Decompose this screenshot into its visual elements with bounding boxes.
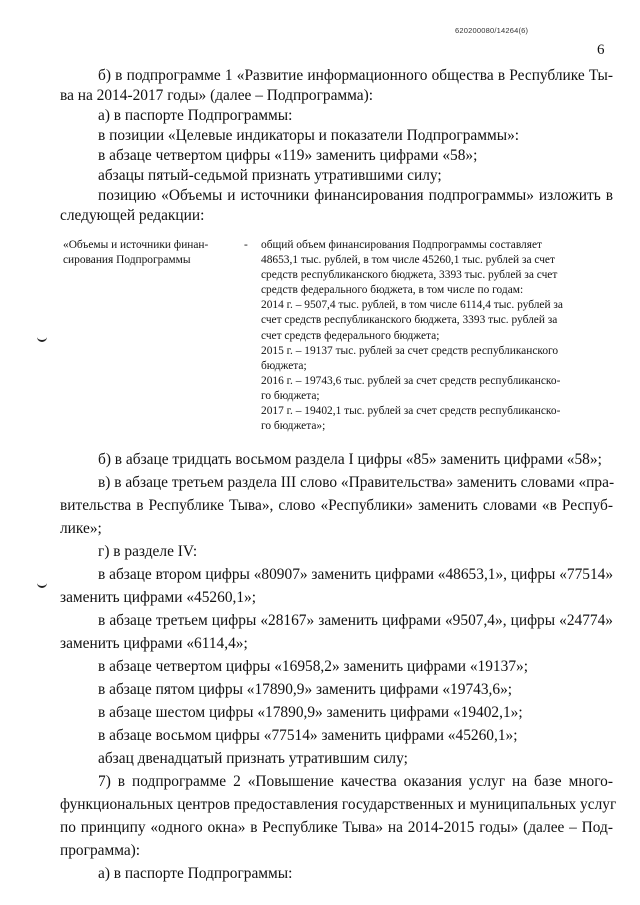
paragraph-line: а) в паспорте Подпрограммы: [98,107,293,124]
passport-value-line: средств республиканского бюджета, 3393 тыс. рублей за счет [261,269,558,282]
passport-value-line: общий объем финансирования Подпрограммы составляет [261,239,542,251]
paragraph-line: 7) в подпрограмме 2 «Повышение качества оказания услуг на базе много- [98,773,613,790]
passport-value-line: 2017 г. – 19402,1 тыс. рублей за счет средств республиканско- [261,405,561,418]
paragraph-line: а) в паспорте Подпрограммы: [98,865,293,882]
passport-value-line: бюджета; [261,359,307,372]
paragraph-line: абзац двенадцатый признать утратившим силу; [98,750,408,767]
passport-label-line: сирования Подпрограммы [63,254,191,266]
paragraph-line: г) в разделе IV: [98,543,198,560]
margin-tick-mark [37,335,47,342]
passport-value-line: го бюджета; [261,389,320,402]
paragraph-line: в абзаце третьем цифры «28167» заменить цифрами «9507,4», цифры «24774» [98,612,613,629]
paragraph-line: в абзаце втором цифры «80907» заменить цифрами «48653,1», цифры «77514» [98,566,614,583]
passport-value-line: счет средств федерального бюджета; [261,329,440,342]
passport-value-line: счет средств республиканского бюджета, 3393 тыс. рублей за [261,314,558,327]
margin-tick-mark [37,581,47,588]
paragraph-line: в абзаце восьмом цифры «77514» заменить цифрами «45260,1»; [98,727,518,744]
paragraph-line: в абзаце четвертом цифры «119» заменить цифрами «58»; [98,147,478,164]
passport-value-line: 48653,1 тыс. рублей, в том числе 45260,1 тыс. рублей за счет [261,254,555,267]
paragraph-line: в абзаце четвертом цифры «16958,2» заменить цифрами «19137»; [98,658,528,675]
paragraph-line: б) в абзаце тридцать восьмом раздела I цифры «85» заменить цифрами «58»; [98,451,602,468]
passport-label [63,238,251,268]
passport-value [261,238,613,434]
paragraph-line: вительства в Республике Тыва», слово «Республики» заменить словами «в Респуб- [60,497,613,514]
passport-value-line: 2014 г. – 9507,4 тыс. рублей, в том числе 6114,4 тыс. рублей за [261,299,563,312]
passport-dash: - [244,239,248,251]
passport-label-line: «Объемы и источники финан- [63,239,209,251]
paragraph-line: в абзаце шестом цифры «17890,9» заменить цифрами «19402,1»; [98,704,523,721]
passport-value-line: 2015 г. – 19137 тыс. рублей за счет средств республиканского [261,344,559,357]
paragraph-line: в абзаце пятом цифры «17890,9» заменить цифрами «19743,6»; [98,681,513,698]
paragraph-line: заменить цифрами «45260,1»; [60,589,257,606]
passport-value-line: го бюджета»; [261,420,326,433]
passport-value-line: средств федерального бюджета, в том числе по годам: [261,284,524,297]
document-code: 620200080/14264(6) [455,26,529,35]
passport-value-line: 2016 г. – 19743,6 тыс. рублей за счет средств республиканско- [261,374,561,387]
paragraph-line: по принципу «одного окна» в Республике Тыва» на 2014-2015 годы» (далее – Под- [60,819,613,836]
paragraph-line: в позиции «Целевые индикаторы и показатели Подпрограммы»: [98,127,520,144]
page-number: 6 [597,42,605,58]
paragraph-line: ва на 2014-2017 годы» (далее – Подпрограмма): [60,87,374,104]
paragraph-line: в) в абзаце третьем раздела III слово «Правительства» заменить словами «пра- [98,474,615,491]
paragraph-line: следующей редакции: [60,207,205,224]
paragraph-line: лике»; [60,520,102,537]
paragraph-line: функциональных центров предоставления государственных и муниципальных услуг [60,796,617,813]
paragraph-line: б) в подпрограмме 1 «Развитие информационного общества в Республике Ты- [98,67,613,84]
paragraph-line: абзацы пятый-седьмой признать утратившими силу; [98,167,442,184]
paragraph-line: заменить цифрами «6114,4»; [60,635,248,652]
paragraph-line: программа): [60,842,141,859]
paragraph-line: позицию «Объемы и источники финансирования подпрограммы» изложить в [98,187,613,204]
